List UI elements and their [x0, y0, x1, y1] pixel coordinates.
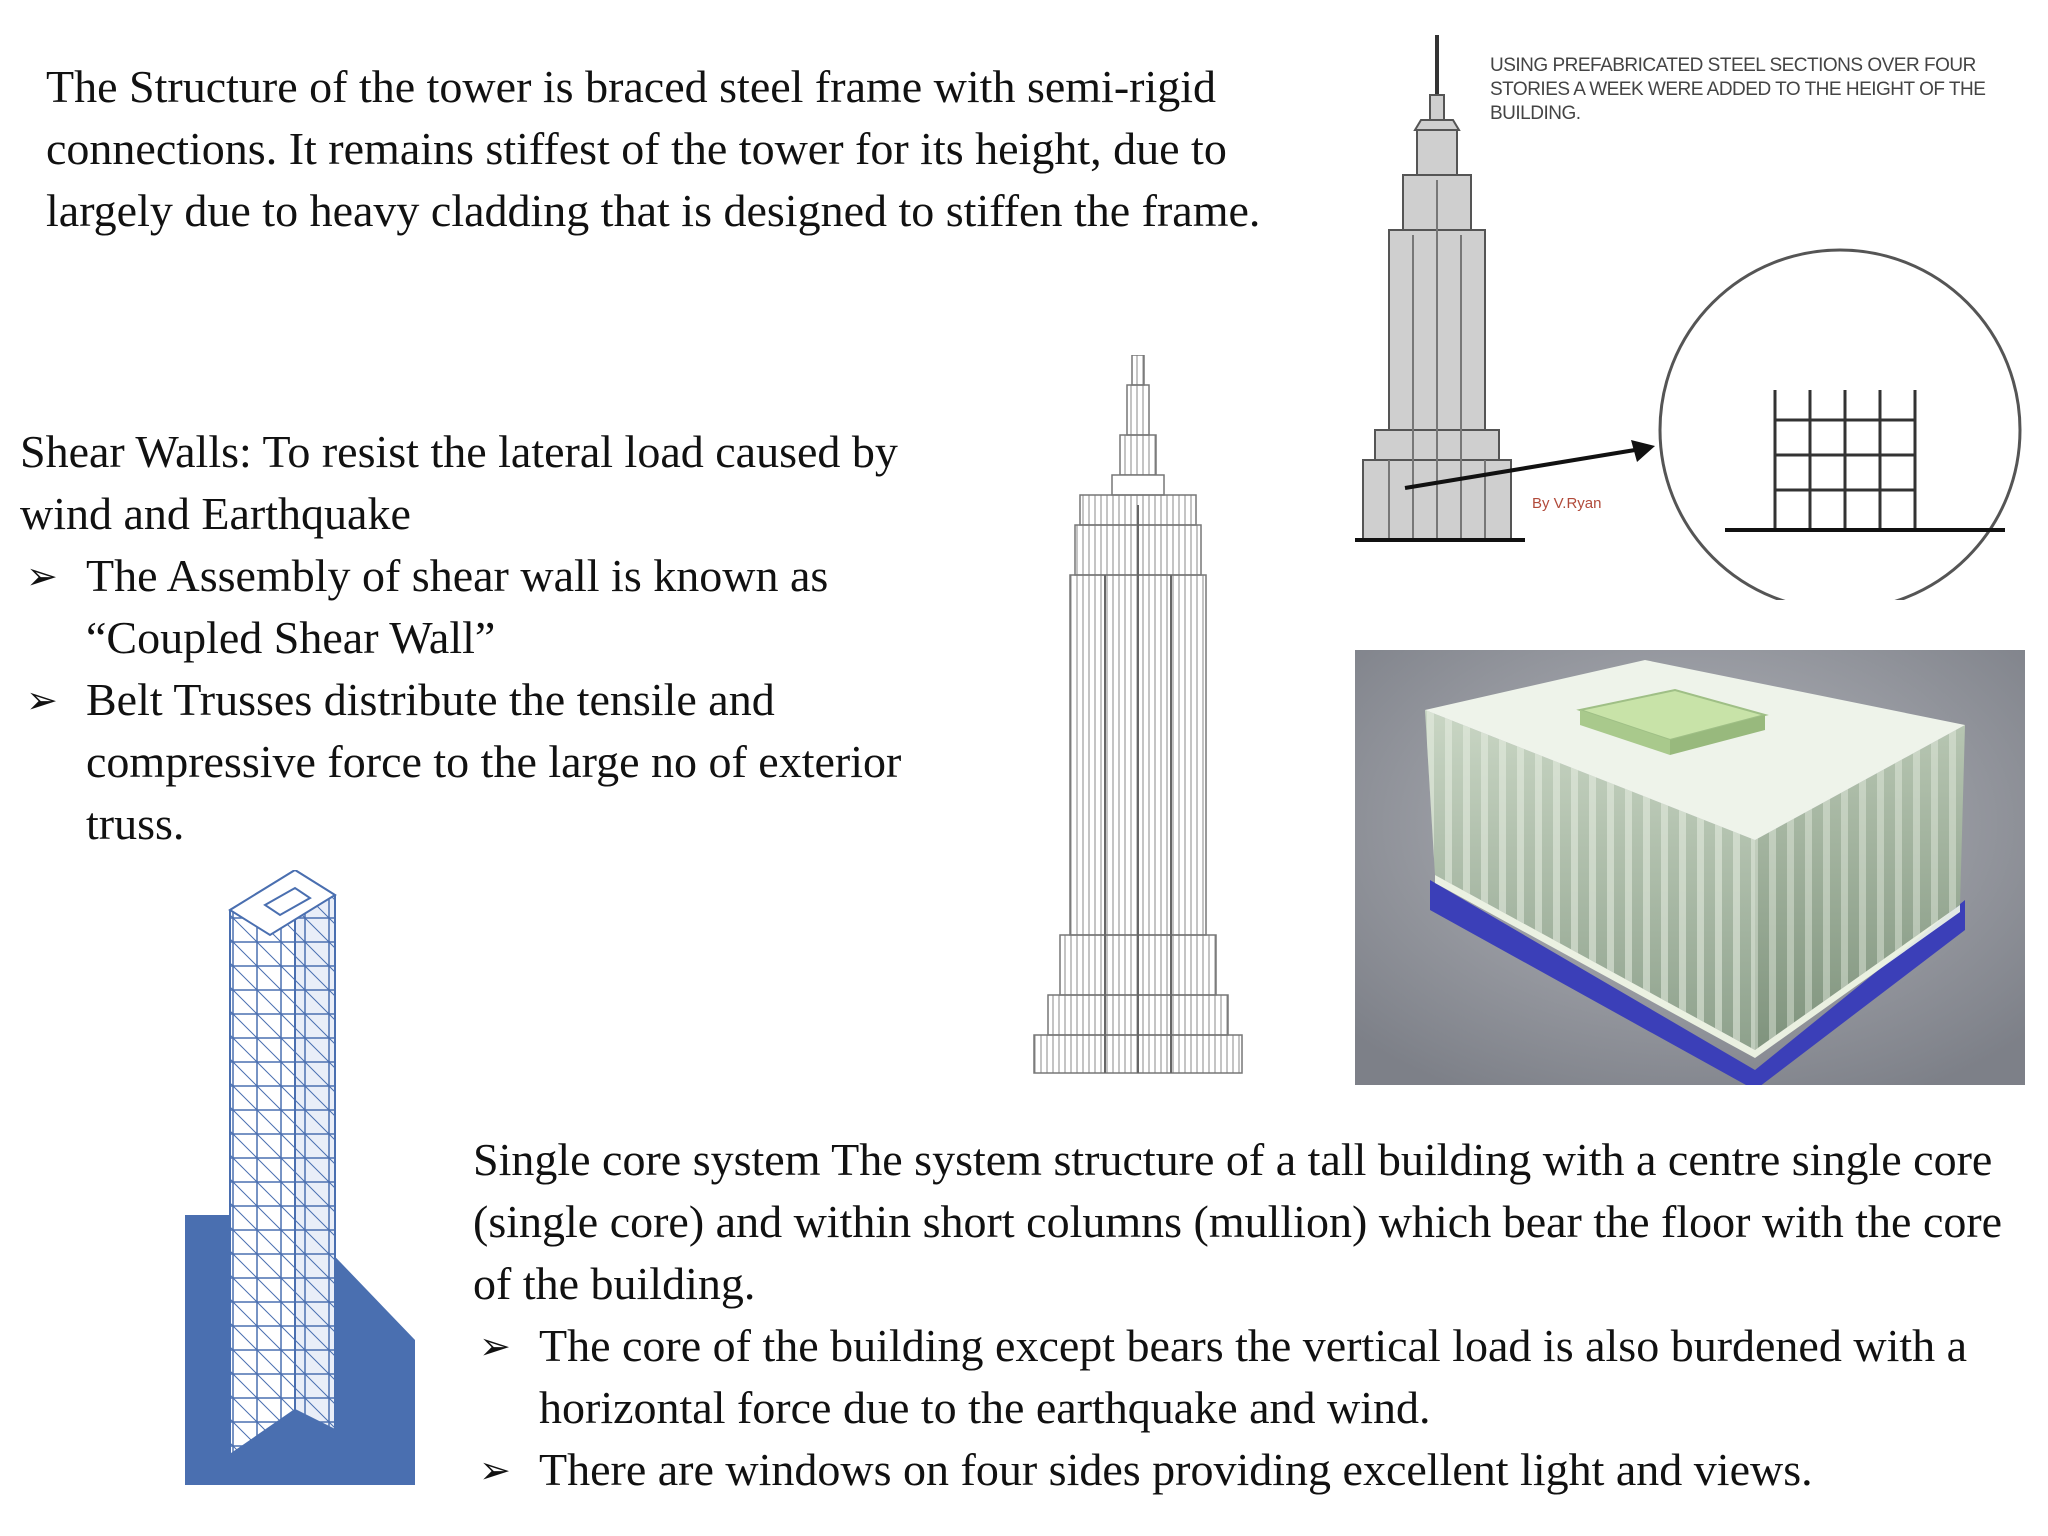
- single-core-bullet-1: ➢ The core of the building except bears the vertical load is also burdened with a horizontal force due to the earthquake and wind.: [473, 1315, 2033, 1439]
- single-core-bullet-list: [473, 1315, 2033, 1501]
- single-core-section: [473, 1129, 2033, 1501]
- empire-state-elevation-drawing: [1020, 355, 1260, 1075]
- single-core-bullet-2: ➢ There are windows on four sides providing excellent light and views.: [473, 1439, 2033, 1501]
- single-core-heading: Single core system The system structure of a tall building with a centre single core (single core) and within short columns (mullion) which bear the floor with the core of the building.: [473, 1134, 2003, 1309]
- shear-walls-bullet-2: ➢ Belt Trusses distribute the tensile and compressive force to the large no of exterior truss.: [20, 669, 980, 855]
- arrow-bullet-icon: ➢: [26, 678, 58, 722]
- mullion-core-3d-render: [1355, 650, 2025, 1085]
- shear-walls-section: [20, 421, 980, 855]
- diagram-credit: By V.Ryan: [1532, 495, 1602, 512]
- shear-walls-bullet-1: ➢ The Assembly of shear wall is known as “Coupled Shear Wall”: [20, 545, 980, 669]
- steel-grid-detail: [1775, 390, 1915, 530]
- arrow-head-icon: [1631, 440, 1655, 462]
- detail-circle: [1660, 250, 2020, 600]
- braced-truss-tower-drawing: [185, 870, 415, 1485]
- steel-sections-caption: USING PREFABRICATED STEEL SECTIONS OVER FOUR STORIES A WEEK WERE ADDED TO THE HEIGHT OF THE BUILDING.: [1490, 55, 1986, 124]
- arrow-bullet-icon: ➢: [479, 1448, 511, 1492]
- shear-walls-heading: Shear Walls: To resist the lateral load caused by wind and Earthquake: [20, 426, 898, 539]
- arrow-bullet-icon: ➢: [479, 1324, 511, 1368]
- intro-paragraph: The Structure of the tower is braced steel frame with semi-rigid connections. It remains stiffest of the tower for its height, due to largely due to heavy cladding that is designed to stiffen the frame.: [46, 61, 1261, 236]
- shear-walls-bullet-list: [20, 545, 980, 855]
- arrow-bullet-icon: ➢: [26, 554, 58, 598]
